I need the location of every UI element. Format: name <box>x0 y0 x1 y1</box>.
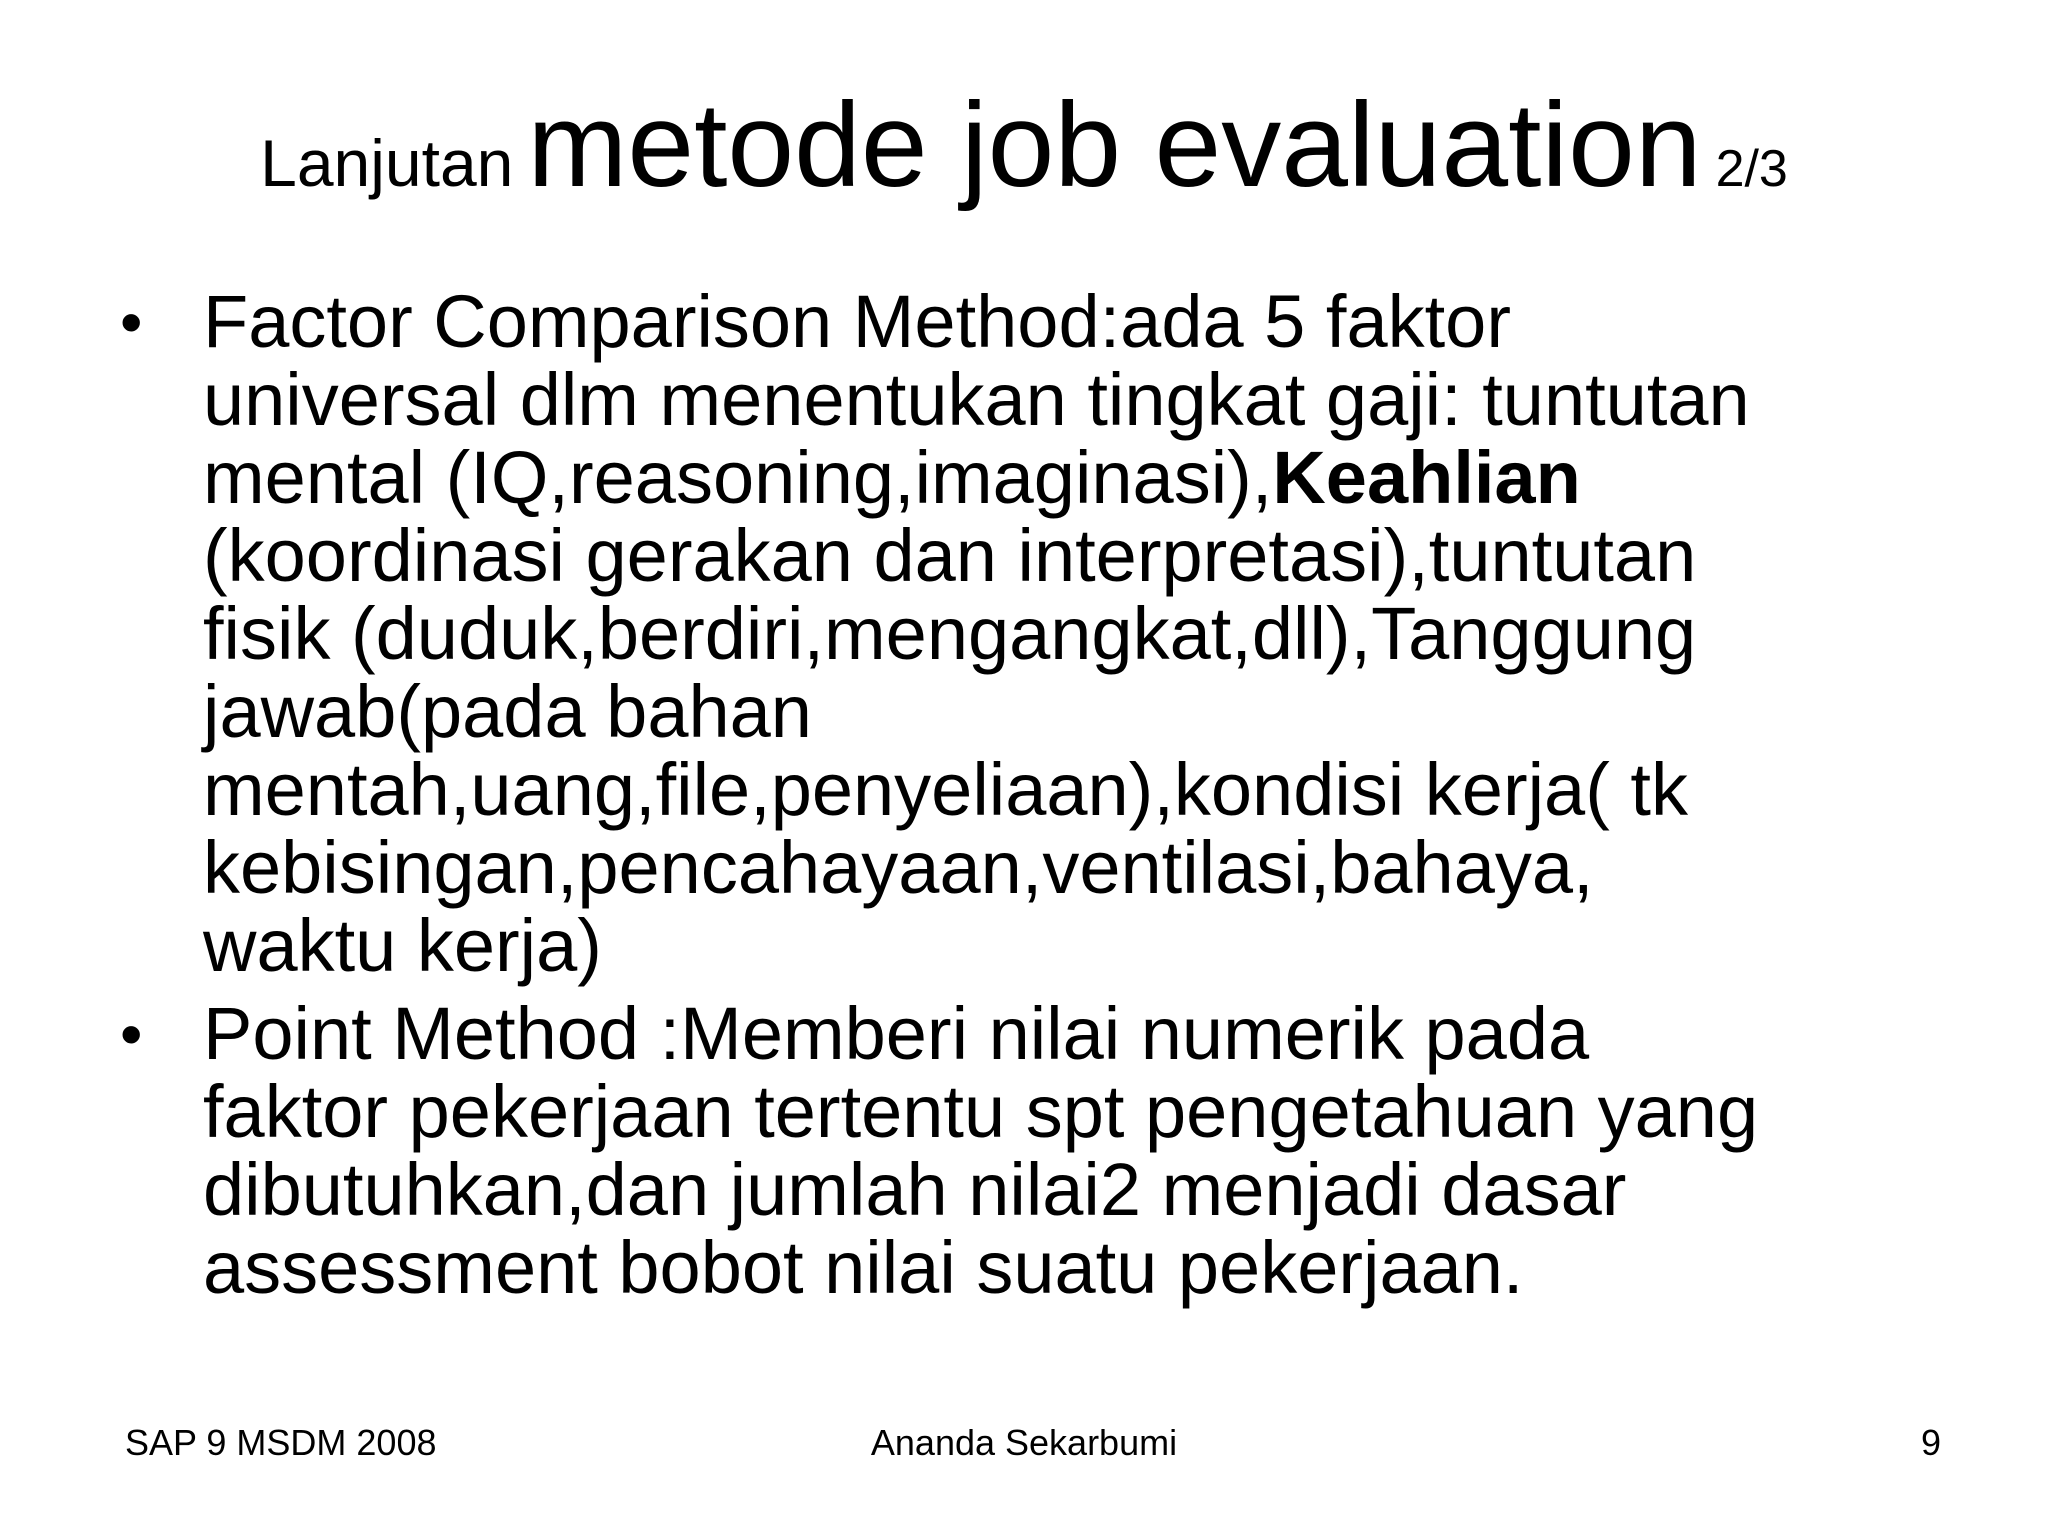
bullet-line <box>203 826 1920 909</box>
footer-author: Ananda Sekarbumi <box>870 1422 1178 1463</box>
bullet-line <box>203 904 1920 987</box>
text-segment: Factor Comparison Method:ada 5 faktor <box>203 280 1511 363</box>
bullet-line <box>203 592 1920 675</box>
bullet-line <box>203 436 1920 519</box>
text-segment: mental (IQ,reasoning,imaginasi), <box>203 436 1273 519</box>
text-segment: jawab(pada bahan <box>203 670 812 753</box>
text-segment: faktor pekerjaan tertentu spt pengetahuan yang <box>203 1070 1759 1153</box>
bullet-line <box>203 1226 1920 1309</box>
title-prefix: Lanjutan <box>260 126 514 200</box>
footer-slide-number: 9 <box>1920 1422 1941 1463</box>
slide-title <box>0 78 2048 212</box>
bullet-line <box>203 514 1920 597</box>
bullet-icon: • <box>120 998 143 1070</box>
bold-keyword-keahlian: Keahlian <box>1272 436 1581 519</box>
text-segment: universal dlm menentukan tingkat gaji: tuntutan <box>203 358 1750 441</box>
bullet-line <box>203 670 1920 753</box>
text-segment: waktu kerja) <box>203 904 602 987</box>
title-main: metode job evaluation <box>527 78 1702 212</box>
bullet-line <box>203 1148 1920 1231</box>
footer-course-code: SAP 9 MSDM 2008 <box>125 1422 437 1463</box>
text-segment: (koordinasi gerakan dan interpretasi),tuntutan <box>203 514 1697 597</box>
bullet-line <box>203 748 1920 831</box>
bullet-line <box>203 280 1920 363</box>
bullet-list <box>120 280 1920 1317</box>
title-page-fraction: 2/3 <box>1715 140 1788 198</box>
bullet-line <box>203 358 1920 441</box>
text-segment: dibutuhkan,dan jumlah nilai2 menjadi dasar <box>203 1148 1627 1231</box>
bullet-line <box>203 1070 1920 1153</box>
text-segment: assessment bobot nilai suatu pekerjaan. <box>203 1226 1524 1309</box>
text-segment: Point Method :Memberi nilai numerik pada <box>203 992 1590 1075</box>
text-segment: mentah,uang,file,penyeliaan),kondisi kerja( tk <box>203 748 1688 831</box>
text-segment: kebisingan,pencahayaan,ventilasi,bahaya, <box>203 826 1594 909</box>
bullet-factor-comparison <box>120 280 1920 987</box>
bullet-line <box>203 992 1920 1075</box>
text-segment: fisik (duduk,berdiri,mengangkat,dll),Tanggung <box>203 592 1697 675</box>
bullet-point-method <box>120 992 1920 1309</box>
bullet-icon: • <box>120 286 143 358</box>
